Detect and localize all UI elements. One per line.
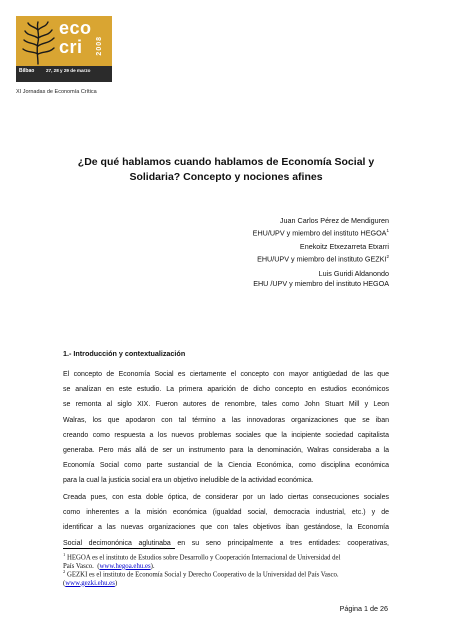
footnote-ref[interactable]: 1 [386,228,389,233]
title-line-1: ¿De qué hablamos cuando hablamos de Economía Social y [77,156,375,168]
section-heading: 1.- Introducción y contextualización [63,349,186,358]
paragraph-line: identificar a las nuevas organizaciones que con tales objetivos iban gestándose, la Economía [63,524,389,532]
footnote-line: $^2$ GEZKI es el instituto de Economía Social y Derecho Cooperativo de la Universidad del País Vasco. [63,569,339,579]
paragraph-line: Creada pues, con esta doble óptica, de considerar por un lado ciertas consecuciones sociales [63,494,389,501]
logo-eco-text: eco [59,18,92,38]
footnote-line: País Vasco. (www.hegoa.ehu.es). [63,562,155,570]
ecocri-logo [16,16,112,82]
paragraph-line: como inherentes a la misión económica (igualdad social, democracia industrial, etc.) y de [63,509,389,517]
body-paragraph-2 [63,490,389,551]
author-affiliation: EHU/UPV y miembro del instituto HEGOA$^1$ [252,228,389,238]
footnote-ref[interactable]: 2 [386,254,389,259]
paragraph-line: El concepto de Economía Social es ciertamente el concepto con mayor antigüedad de las que [63,371,389,378]
author-block-2 [257,242,389,264]
paragraph-line: para la cual la justicia social era un objetivo ineludible de la actividad económica. [63,477,314,485]
logo-cri-text: cri [59,37,83,57]
logo-city-text: Bilbao [19,68,35,74]
document-title [60,155,392,185]
author-affiliation: EHU /UPV y miembro del instituto HEGOA [253,279,389,288]
footnote-number: 1 [63,552,66,557]
author-block-3 [253,269,389,289]
logo-year-text: 2008 [96,36,103,56]
paragraph-line: Economía Social como parte sustancial de la Ciencia Económica, como disciplina económica [63,462,389,470]
author-name: Juan Carlos Pérez de Mendiguren [279,216,389,225]
footnote-number: 2 [63,569,66,574]
paragraph-line: Social decimonónica aglutinaba en su seno principalmente a tres entidades: cooperativas, [63,539,389,547]
paragraph-line: se remonta al siglo XIX. Fueron autores de renombre, tales como John Stuart Mill y Leon [63,401,389,409]
footnote-line: $^1$ HEGOA es el instituto de Estudios sobre Desarrollo y Cooperación Internacional de Universidad del [63,552,341,562]
paragraph-line: Walras, los que apodaron con tal término a las innovadoras organizaciones que se iban [63,416,389,424]
footnote-link[interactable]: www.hegoa.ehu.es [99,562,151,570]
paragraph-line: creando como respuesta a los nuevos problemas sociales que la incipiente sociedad capitalista [63,431,389,439]
paragraph-line: generaba. Pero más allá de ser un instrumento para la denominación, Walras consideraba a la [63,447,389,455]
author-name: Enekoitz Etxezarreta Etxarri [299,242,389,251]
header-note: XI Jornadas de Economía Crítica [16,89,97,95]
page-number: Página 1 de 26 [339,604,388,613]
author-affiliation: EHU/UPV y miembro del instituto GEZKI$^2$ [257,254,389,264]
footnote-2 [63,568,389,588]
author-block-1 [253,216,389,238]
title-line-2: Solidaria? Concepto y nociones afines [129,171,323,183]
footnote-link[interactable]: www.gezki.ehu.es [65,579,115,587]
footnote-divider [63,548,175,549]
author-name: Luis Guridi Aldanondo [318,269,389,278]
logo-dates-text: 27, 28 y 29 de marzo [46,68,91,73]
paragraph-line: se analizan en este estudio. La primera aparición de dicho concepto en estudios económicos [63,386,389,394]
body-paragraph-1 [63,367,389,489]
footnote-line: (www.gezki.ehu.es) [63,579,118,587]
